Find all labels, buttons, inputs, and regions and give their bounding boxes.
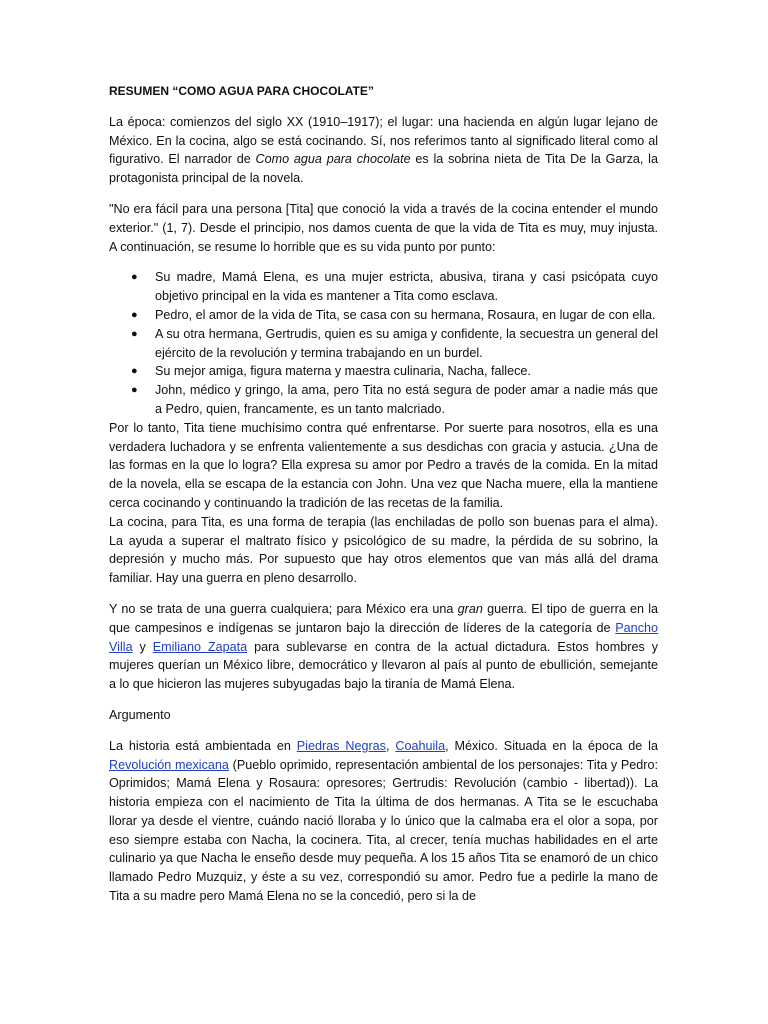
paragraph-cocina-terapia: La cocina, para Tita, es una forma de terapia (las enchiladas de pollo son buenas para el alma). La ayuda a superar el maltrato físico y psicológico de su madre, la pérdida de su sobrino, la depresión y mucho más. Por supuesto que hay otros elementos que van más allá del drama familiar. Hay una guerra en pleno desarrollo. — [109, 514, 658, 586]
paragraph-argumento-comma: , — [385, 738, 396, 753]
paragraph-epoca-text: La época: comienzos del siglo XX (1910–1917); el lugar: una hacienda en algún lugar lejano de México. En la cocina, algo se está cocinando. Sí, nos referimos tanto al significado literal como al figurativo. El narrador de — [109, 114, 658, 167]
bullet-text: John, médico y gringo, la ama, pero Tita no está segura de poder amar a nadie más que a Pedro, quien, francamente, es un tanto malcriado. — [155, 383, 658, 416]
paragraph-quote: "No era fácil para una persona [Tita] que conoció la vida a través de la cocina entender el mundo exterior." (1, 7). Desde el principio, nos damos cuenta de que la vida de Tita es muy, muy injusta. A continuación, se resume lo horrible que es su vida punto por punto: — [109, 201, 658, 254]
summary-bullet-list — [109, 268, 658, 418]
bullet-item — [131, 268, 658, 306]
bullet-item — [131, 325, 658, 363]
paragraph-guerra-text: Y no se trata de una guerra cualquiera; para México era una — [109, 601, 458, 616]
bullet-text: A su otra hermana, Gertrudis, quien es su amiga y confidente, la secuestra un general del ejército de la revolución y termina trabajando en un burdel. — [155, 326, 658, 360]
paragraph-argumento-text-2: , México. Situada en la época de la — [445, 738, 658, 753]
book-title-italic: Como agua para chocolate — [255, 152, 411, 167]
bullet-dot: ● — [131, 308, 138, 321]
bullet-dot: ● — [131, 327, 138, 340]
bullet-text: Su mejor amiga, figura materna y maestra culinaria, Nacha, fallece. — [155, 364, 531, 379]
paragraph-guerra-text-2: guerra. El tipo de guerra en la que campesinos e indígenas se juntaron bajo la dirección de líderes de la categoría de — [109, 601, 659, 635]
paragraph-tita-fighter: Por lo tanto, Tita tiene muchísimo contra qué enfrentarse. Por suerte para nosotros, ella es una verdadera luchadora y se enfrenta valientemente a sus desdichas con gracia y astucia. ¿Una de las formas en la que lo logra? Ella expresa su amor por Pedro a través de la comida. En la mitad de la novela, ella se escapa de la estancia con John. Una vez que Nacha muere, ella la mantiene cerca cocinando y continuando la tradición de las recetas de la familia. — [109, 420, 658, 510]
bullet-text: Su madre, Mamá Elena, es una mujer estricta, abusiva, tirana y casi psicópata cuyo objetivo principal en la vida es mantener a Tita como esclava. — [155, 270, 658, 304]
paragraph-guerra — [109, 600, 658, 694]
paragraph-argumento-text-3: (Pueblo oprimido, representación ambiental de los personajes: Tita y Pedro: Oprimidos; Mamá Elena y Rosaura: opresores; Gertrudis: Revolución (cambio - libertad)). La historia empieza con el nacimiento de Tita la última de dos hermanas. A Tita se le escuchaba llorar ya desde el vientre, cuándo nació lloraba y lo único que la calmaba era el olor a sopa, por eso siempre estaba con Nacha, la cocinera. Tita, al crecer, tenía muchas habilidades en el arte culinario ya que Nacha le enseño desde muy pequeña. A los 15 años Tita se enamoró de un chico llamado Pedro Muzquiz, y éste a su vez, correspondió su amor. Pedro fue a pedirle la mano de Tita a su madre pero Mamá Elena no se la concedió, pero si la de — [109, 757, 659, 904]
paragraph-epoca — [109, 113, 658, 188]
paragraph-guerra-conjunction: y — [132, 639, 153, 654]
bullet-dot: ● — [131, 271, 138, 284]
bullet-item — [131, 381, 658, 419]
gran-italic: gran — [457, 601, 483, 616]
section-heading-argumento: Argumento — [109, 707, 171, 722]
paragraph-guerra-text-3: para sublevarse en contra de la actual dictadura. Estos hombres y mujeres querían un México libre, democrático y llevaron al país al punto de ebullición, semejante a lo que hicieron las mujeres subyugadas bajo la tiranía de Mamá Elena. — [109, 639, 658, 692]
bullet-dot: ● — [131, 365, 138, 378]
link-pancho-villa[interactable]: Pancho Villa — [109, 620, 658, 654]
paragraph-epoca-text-end: es la sobrina nieta de Tita De la Garza, la protagonista principal de la novela. — [109, 152, 658, 186]
document-title: RESUMEN “COMO AGUA PARA CHOCOLATE” — [109, 84, 374, 98]
bullet-item — [131, 362, 658, 381]
bullet-text: Pedro, el amor de la vida de Tita, se casa con su hermana, Rosaura, en lugar de con ella. — [155, 307, 656, 322]
link-piedras-negras[interactable]: Piedras Negras — [296, 738, 386, 753]
bullet-dot: ● — [131, 384, 138, 397]
link-coahuila[interactable]: Coahuila — [395, 738, 446, 753]
paragraph-argumento-text: La historia está ambientada en — [109, 738, 297, 753]
link-emiliano-zapata[interactable]: Emiliano Zapata — [152, 639, 248, 654]
link-revolucion-mexicana[interactable]: Revolución mexicana — [109, 757, 229, 772]
document-page — [109, 82, 658, 918]
bullet-item — [131, 306, 658, 325]
paragraph-argumento — [109, 737, 658, 906]
